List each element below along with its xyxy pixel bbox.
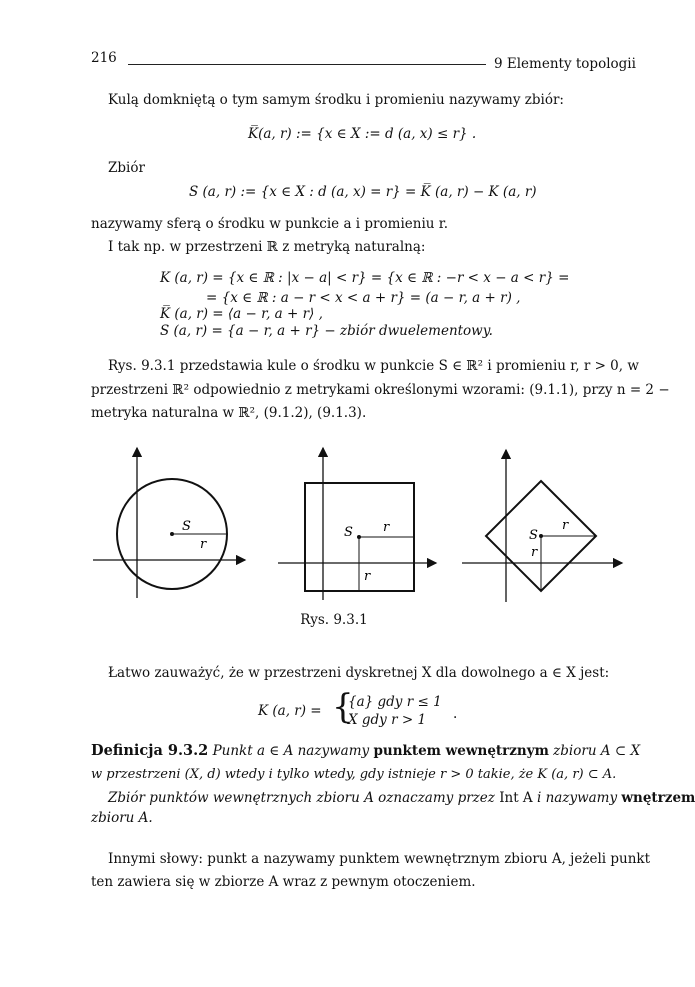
final-line-2: ten zawiera się w zbiorze A wraz z pewnym otoczeniem. (91, 874, 476, 890)
panel3-radius-label-v: r (531, 545, 538, 560)
panel-euclidean-disc (93, 448, 245, 598)
definition-line-3b: i nazywamy (536, 790, 618, 806)
page-number: 216 (91, 50, 117, 66)
discrete-end: . (453, 706, 458, 722)
panel2-center-label: S (344, 525, 353, 540)
panel3-radius-label-h: r (562, 518, 569, 533)
discrete-brace: { (332, 687, 354, 727)
panel3-center-label: S (529, 528, 538, 543)
definition-line-3a: Zbiór punktów wewnętrznych zbioru A oznaczamy przez (108, 790, 495, 806)
example-intro: I tak np. w przestrzeni ℝ z metryką naturalną: (108, 239, 426, 255)
example-line-1: K (a, r) = {x ∈ ℝ : |x − a| < r} = {x ∈ ℝ : −r < x − a < r} = (160, 270, 570, 286)
definition-term: punktem wewnętrznym (373, 743, 549, 759)
figure-description-1: Rys. 9.3.1 przedstawia kule o środku w punkcie S ∈ ℝ² i promieniu r, r > 0, w (108, 358, 639, 374)
chapter-title: 9 Elementy topologii (494, 56, 636, 72)
definition-line-2: w przestrzeni (X, d) wtedy i tylko wtedy, gdy istnieje r > 0 takie, że K (a, r) ⊂ A. (91, 767, 617, 782)
definition-int: Int A (499, 790, 533, 806)
panel1-center-label: S (182, 519, 191, 534)
discrete-case-2: X gdy r > 1 (348, 712, 427, 728)
discrete-case-1: {a} gdy r ≤ 1 (348, 694, 442, 710)
panel1-radius-label: r (200, 537, 207, 552)
panel-max-metric-square (278, 448, 436, 600)
definition-line-4: zbioru A. (91, 810, 153, 826)
discrete-intro: Łatwo zauważyć, że w przestrzeni dyskretnej X dla dowolnego a ∈ X jest: (108, 665, 610, 681)
definition-interior-term: wnętrzem (621, 790, 695, 806)
sphere-definition: nazywamy sferą o środku w punkcie a i promieniu r. (91, 216, 449, 232)
example-line-3: K̅ (a, r) = ⟨a − r, a + r⟩ , (160, 306, 323, 322)
discrete-lhs: K (a, r) = (258, 703, 322, 719)
figure-9-3-1 (0, 440, 668, 610)
figure-description-3: metryka naturalna w ℝ², (9.1.2), (9.1.3). (91, 405, 367, 421)
figure-description-2: przestrzeni ℝ² odpowiednio z metrykami określonymi wzorami: (9.1.1), przy n = 2 − (91, 382, 670, 398)
definition-text-b: zbioru A ⊂ X (553, 743, 641, 759)
example-line-2: = {x ∈ ℝ : a − r < x < a + r} = (a − r, a + r) , (206, 290, 521, 306)
closed-ball-intro: Kulą domkniętą o tym samym środku i promieniu nazywamy zbiór: (108, 92, 564, 108)
definition-line-1 (91, 742, 640, 760)
figure-caption: Rys. 9.3.1 (300, 612, 368, 628)
closed-ball-formula: K̅(a, r) := {x ∈ X := d (a, x) ≤ r} . (248, 126, 477, 142)
panel2-radius-label-v: r (364, 569, 371, 584)
panel2-radius-label-h: r (383, 520, 390, 535)
definition-label: Definicja 9.3.2 (91, 742, 209, 759)
definition-text-a: Punkt a ∈ A nazywamy (212, 743, 370, 759)
definition-line-3 (108, 790, 695, 807)
example-line-4: S (a, r) = {a − r, a + r} − zbiór dwuelementowy. (160, 323, 493, 339)
final-line-1: Innymi słowy: punkt a nazywamy punktem wewnętrznym zbioru A, jeżeli punkt (108, 851, 651, 867)
panel-taxicab-diamond (462, 450, 622, 602)
header-rule (128, 64, 486, 65)
sphere-formula: S (a, r) := {x ∈ X : d (a, x) = r} = K̅ (a, r) − K (a, r) (189, 184, 537, 200)
zbior-word: Zbiór (108, 160, 145, 176)
